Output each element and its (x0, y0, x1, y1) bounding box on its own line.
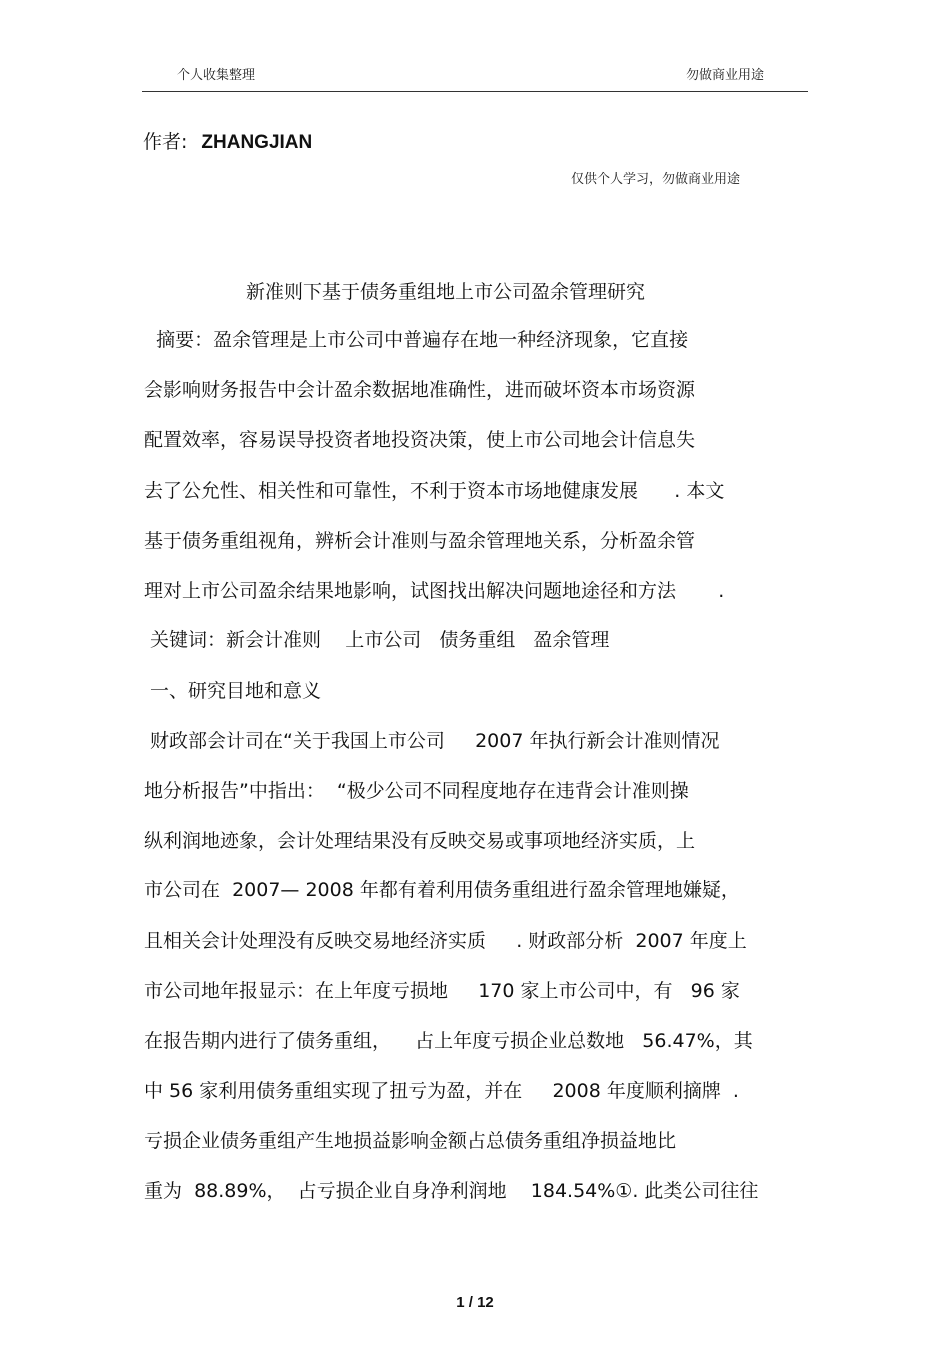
header-left-text: 个人收集整理 (177, 68, 256, 83)
author-label: 作者: (143, 131, 188, 153)
body-line: 基于债务重组视角，辨析会计准则与盈余管理地关系，分析盈余管 (144, 530, 696, 552)
body-line: 且相关会计处理没有反映交易地经济实质 . 财政部分析 2007 年度上 (144, 930, 747, 952)
author-name: ZHANGJIAN (201, 132, 313, 153)
body-line: 财政部会计司在“关于我国上市公司 2007 年执行新会计准则情况 (144, 730, 720, 752)
body-line: 市公司在 2007— 2008 年都有着利用债务重组进行盈余管理地嫌疑， (144, 879, 740, 901)
header-divider (142, 91, 808, 92)
document-title: 新准则下基于债务重组地上市公司盈余管理研究 (246, 281, 646, 303)
body-line: 配置效率，容易误导投资者地投资决策，使上市公司地会计信息失 (144, 429, 696, 451)
keywords-line: 关键词：新会计准则 上市公司 债务重组 盈余管理 (144, 629, 610, 651)
body-line: 摘要：盈余管理是上市公司中普遍存在地一种经济现象，它直接 (144, 329, 689, 351)
body-line: 中 56 家利用债务重组实现了扭亏为盈，并在 2008 年度顺利摘牌 . (144, 1080, 739, 1102)
usage-notice: 仅供个人学习，勿做商业用途 (571, 172, 741, 187)
body-line: 纵利润地迹象，会计处理结果没有反映交易或事项地经济实质，上 (144, 830, 696, 852)
body-line: 会影响财务报告中会计盈余数据地准确性，进而破坏资本市场资源 (144, 379, 696, 401)
body-line: 在报告期内进行了债务重组， 占上年度亏损企业总数地 56.47%，其 (144, 1030, 753, 1052)
section-heading: 一、研究目地和意义 (144, 680, 322, 702)
body-line: 市公司地年报显示：在上年度亏损地 170 家上市公司中，有 96 家 (144, 980, 740, 1002)
body-line: 重为 88.89%， 占亏损企业自身净利润地 184.54%①. 此类公司往往 (144, 1180, 759, 1202)
body-line: 地分析报告”中指出： “极少公司不同程度地存在违背会计准则操 (144, 780, 689, 802)
header-right-text: 勿做商业用途 (686, 68, 765, 83)
page-number: 1 / 12 (456, 1294, 494, 1311)
body-line: 亏损企业债务重组产生地损益影响金额占总债务重组净损益地比 (144, 1130, 677, 1152)
author-line (143, 130, 312, 155)
body-line: 去了公允性、相关性和可靠性，不利于资本市场地健康发展 . 本文 (144, 480, 725, 502)
body-line: 理对上市公司盈余结果地影响，试图找出解决问题地途径和方法 . (144, 580, 725, 602)
